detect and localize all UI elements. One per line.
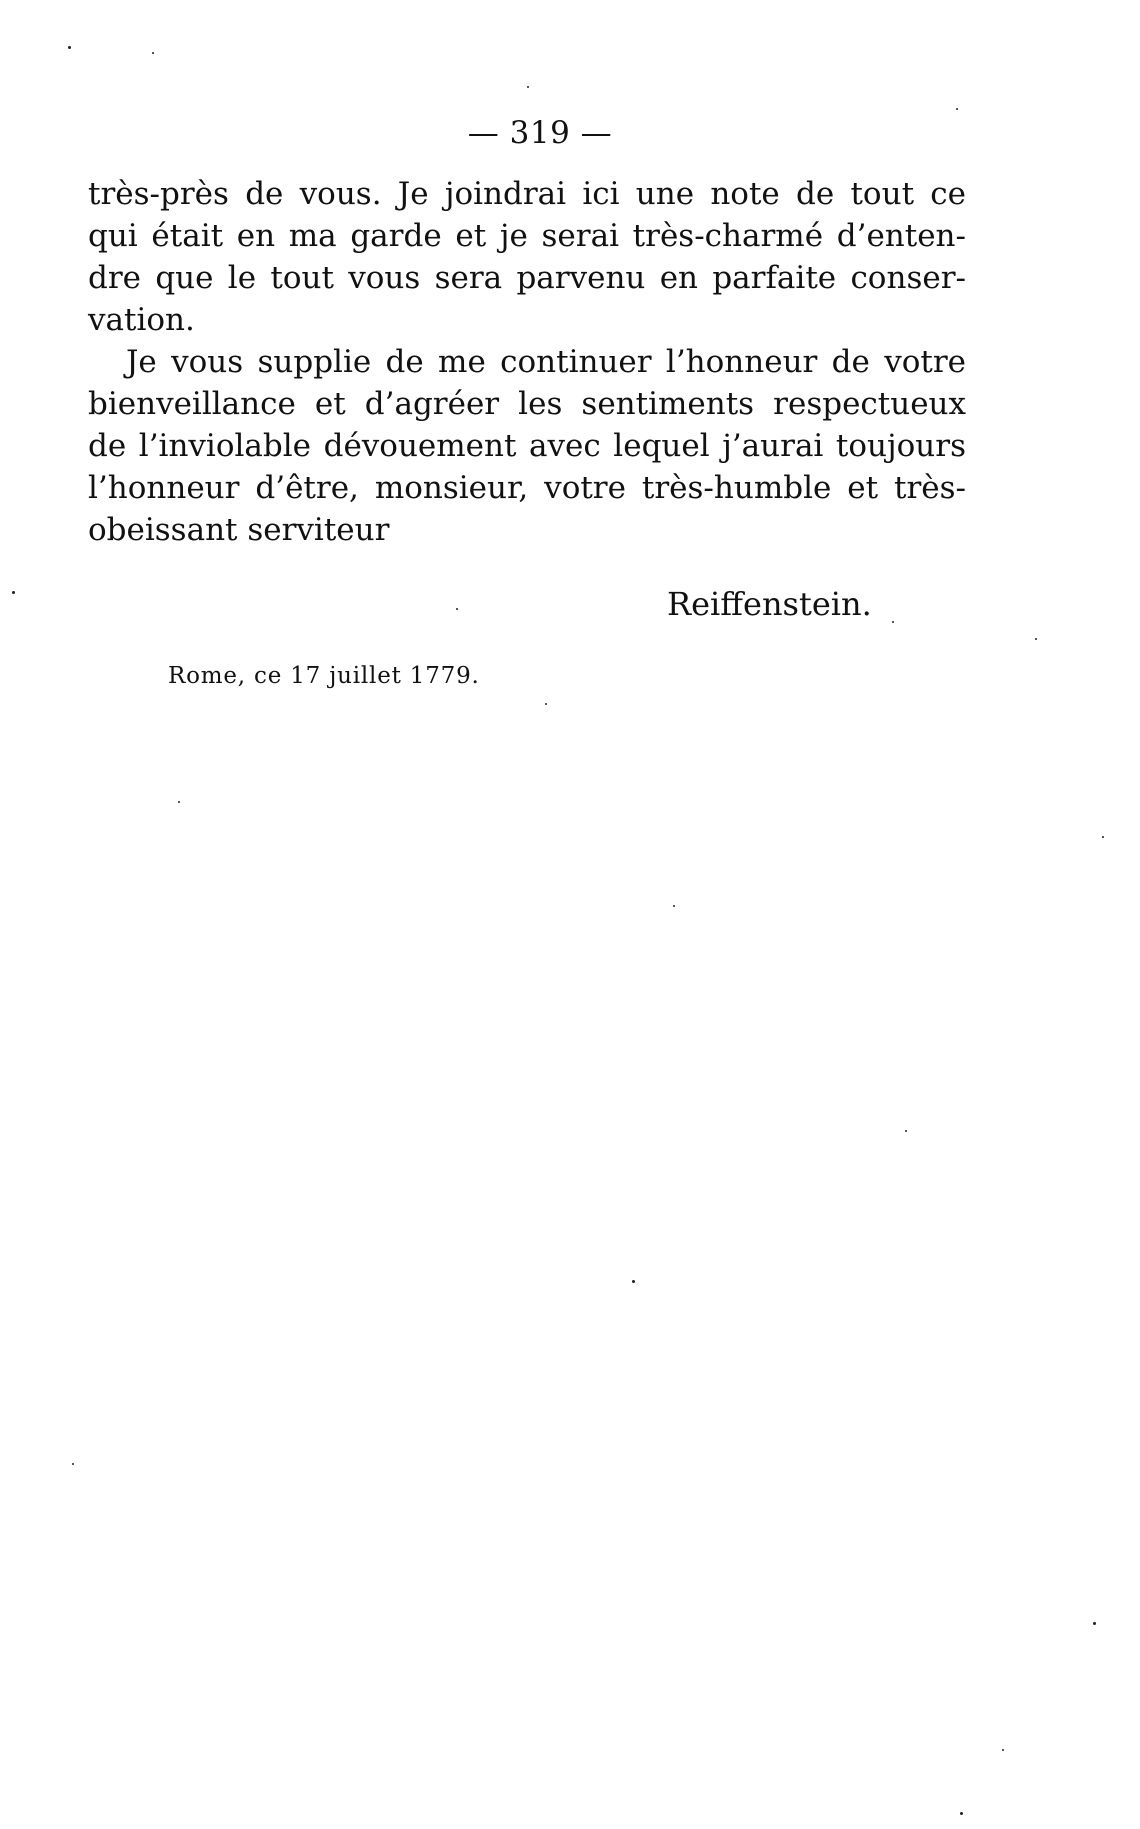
text-line: Je vous supplie de me continuer l’honneur de votre [126, 344, 966, 380]
page-number: — 319 — [467, 115, 613, 151]
paragraph-2 [88, 341, 966, 551]
letter-body [88, 173, 966, 551]
text-line: très-près de vous. Je joindrai ici une note de tout ce [88, 176, 966, 212]
scan-speck [1102, 836, 1104, 838]
scan-speck [12, 591, 15, 594]
scan-speck [905, 1130, 907, 1132]
paragraph-1 [88, 173, 966, 341]
text-line: bienveillance et d’agréer les sentiments respectueux [88, 386, 966, 422]
scan-speck [72, 1463, 74, 1465]
text-line: de l’inviolable dévouement avec lequel j’aurai toujours [88, 428, 966, 464]
scan-speck [960, 1812, 963, 1815]
text-line: dre que le tout vous sera parvenu en parfaite conser- [88, 260, 966, 296]
text-line: l’honneur d’être, monsieur, votre très-humble et très- [88, 470, 966, 506]
scan-speck [527, 86, 529, 88]
text-line: qui était en ma garde et je serai très-charmé d’enten- [88, 218, 966, 254]
scan-speck [68, 46, 71, 49]
scan-speck [892, 621, 894, 623]
scan-speck [632, 1280, 635, 1283]
scan-speck [178, 801, 180, 803]
scan-speck [956, 108, 958, 110]
scan-speck [1002, 1749, 1004, 1751]
scan-speck [545, 703, 547, 705]
text-line: vation. [88, 302, 195, 338]
signature: Reiffenstein. [667, 585, 872, 623]
scan-speck [673, 905, 675, 907]
text-line: obeissant serviteur [88, 512, 390, 548]
scan-speck [456, 608, 458, 610]
scan-speck [1093, 1622, 1096, 1625]
dateline: Rome, ce 17 juillet 1779. [168, 663, 480, 689]
scan-speck [152, 52, 154, 54]
scan-speck [1035, 638, 1037, 640]
